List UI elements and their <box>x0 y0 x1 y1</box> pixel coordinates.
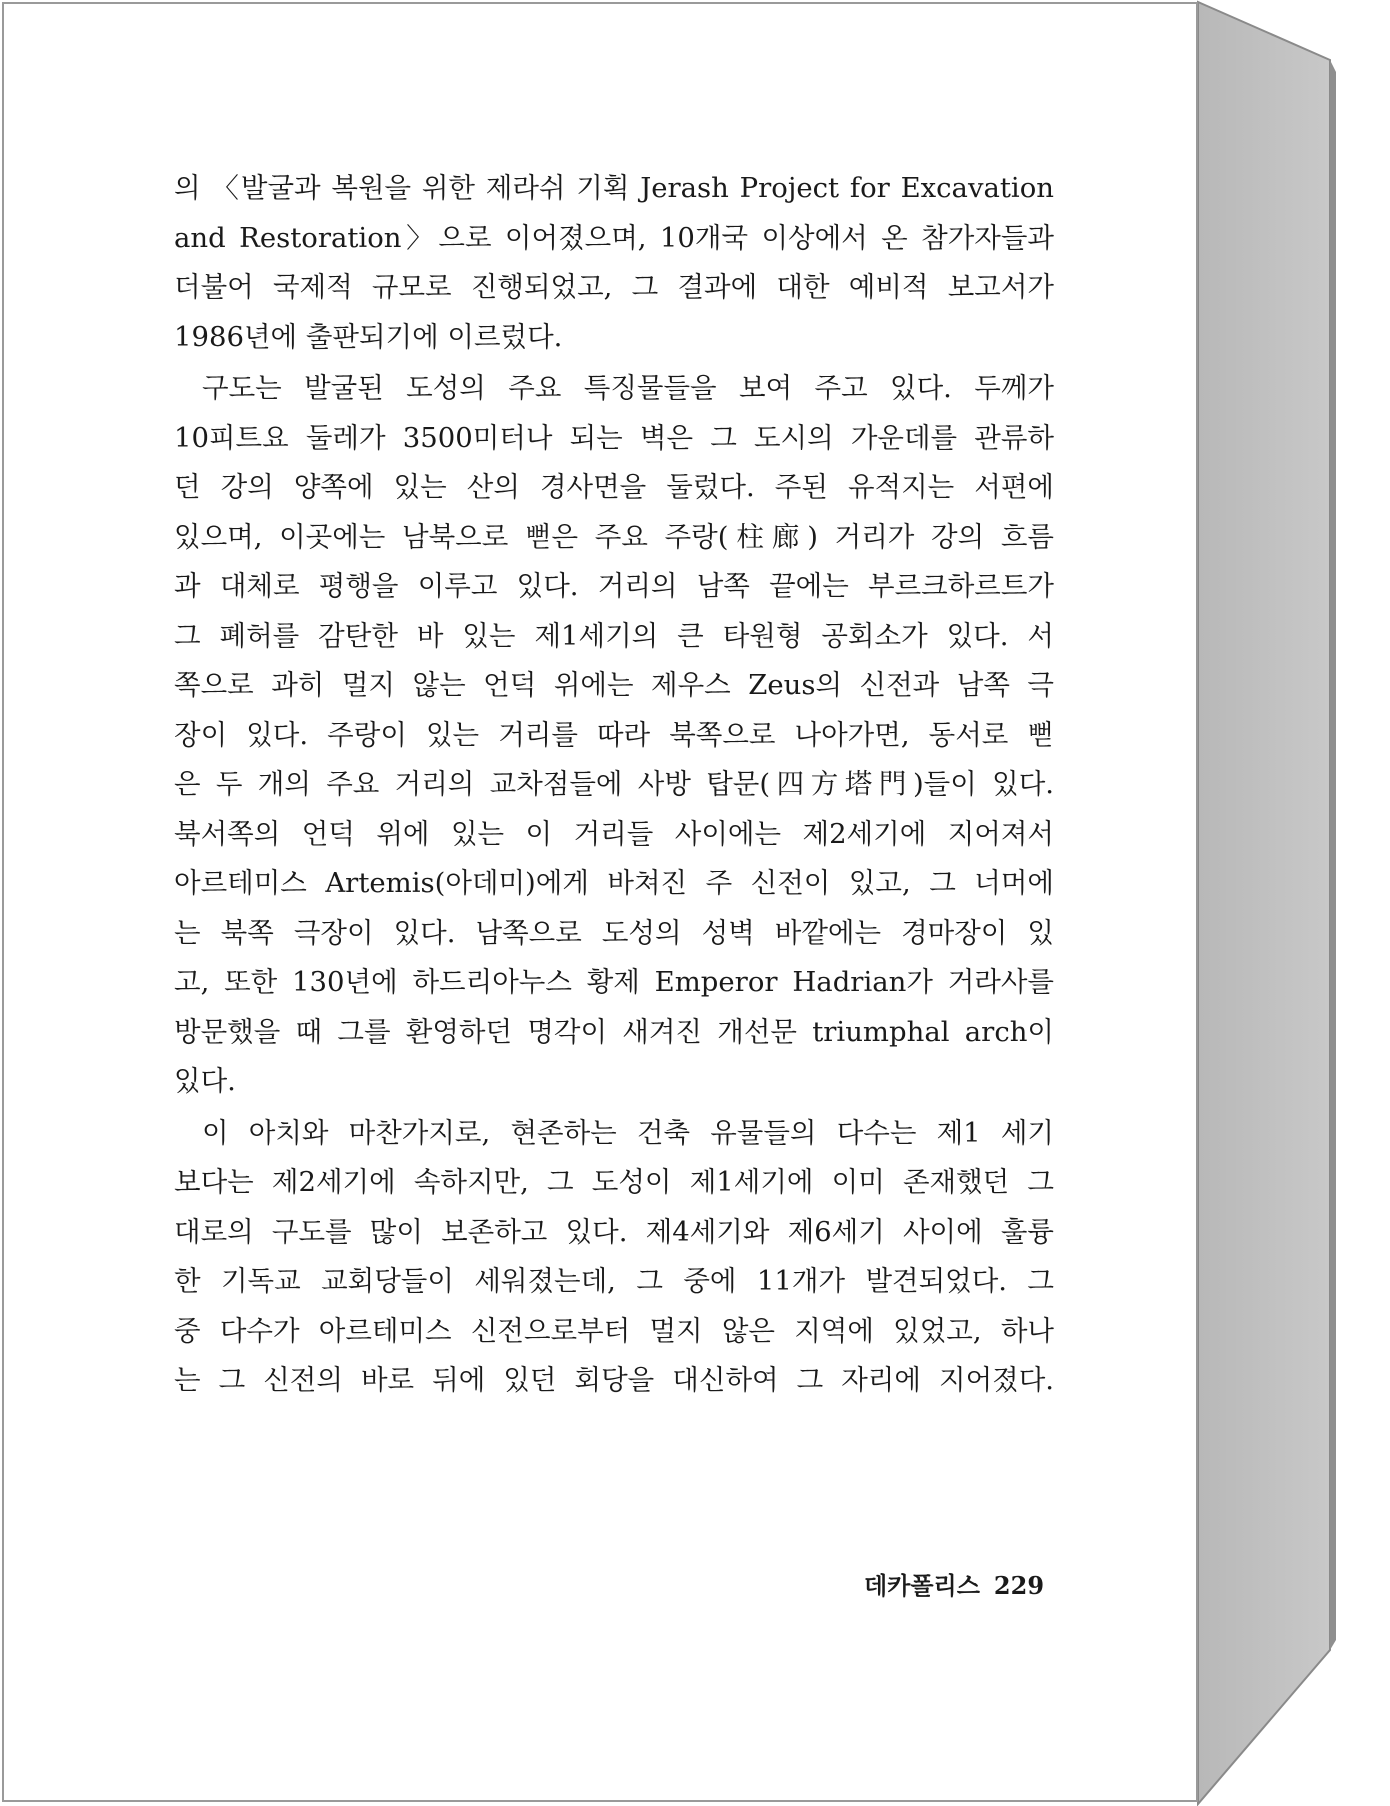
text-line: 보다는 제2세기에 속하지만, 그 도성이 제1세기에 이미 존재했던 그 <box>174 1166 1054 1198</box>
text-line: 있다. <box>174 1065 236 1097</box>
text-line: 쪽으로 과히 멀지 않는 언덕 위에는 제우스 Zeus의 신전과 남쪽 극 <box>174 669 1054 701</box>
paragraph-2 <box>174 364 1054 1107</box>
text-line: 이 아치와 마찬가지로, 현존하는 건축 유물들의 다수는 제1 세기 <box>202 1116 1054 1149</box>
text-line: 은 두 개의 주요 거리의 교차점들에 사방 탑문(四方塔門)들이 있다. <box>174 768 1054 800</box>
text-line: 방문했을 때 그를 환영하던 명각이 새겨진 개선문 triumphal arch이 <box>174 1015 1054 1048</box>
text-line: 1986년에 출판되기에 이르렀다. <box>174 320 563 353</box>
page-footer <box>864 1566 1044 1601</box>
text-line: 고, 또한 130년에 하드리아누스 황제 Emperor Hadrian가 거라사를 <box>174 966 1054 998</box>
text-line: 장이 있다. 주랑이 있는 거리를 따라 북쪽으로 나아가면, 동서로 뻗 <box>174 718 1054 751</box>
text-line: 있으며, 이곳에는 남북으로 뻗은 주요 주랑(柱廊) 거리가 강의 흐름 <box>174 520 1054 553</box>
text-line: 과 대체로 평행을 이루고 있다. 거리의 남쪽 끝에는 부르크하르트가 <box>174 570 1054 602</box>
text-line: 구도는 발굴된 도성의 주요 특징물들을 보여 주고 있다. 두께가 <box>202 372 1054 404</box>
text-line: and Restoration〉으로 이어졌으며, 10개국 이상에서 온 참가자들과 <box>174 221 1054 254</box>
text-line: 는 그 신전의 바로 뒤에 있던 회당을 대신하여 그 자리에 지어졌다. <box>174 1364 1054 1396</box>
text-line: 북서쪽의 언덕 위에 있는 이 거리들 사이에는 제2세기에 지어져서 <box>174 817 1054 850</box>
page-block-side <box>1198 2 1330 1804</box>
text-line: 는 북쪽 극장이 있다. 남쪽으로 도성의 성벽 바깥에는 경마장이 있 <box>174 916 1054 949</box>
text-line: 의 〈발굴과 복원을 위한 제라쉬 기획 Jerash Project for Excavation <box>174 172 1054 204</box>
page-block-shadow <box>1330 60 1336 1650</box>
text-line: 대로의 구도를 많이 보존하고 있다. 제4세기와 제6세기 사이에 훌륭 <box>174 1215 1054 1248</box>
book-page <box>2 2 1198 1802</box>
text-line: 10피트요 둘레가 3500미터나 되는 벽은 그 도시의 가운데를 관류하 <box>174 421 1054 454</box>
body-text <box>174 164 1054 1406</box>
paragraph-3 <box>174 1109 1054 1406</box>
page-number: 229 <box>993 1571 1045 1600</box>
text-line: 아르테미스 Artemis(아데미)에게 바쳐진 주 신전이 있고, 그 너머에 <box>174 867 1054 899</box>
text-line: 한 기독교 교회당들이 세워졌는데, 그 중에 11개가 발견되었다. 그 <box>174 1265 1054 1297</box>
text-line: 던 강의 양쪽에 있는 산의 경사면을 둘렀다. 주된 유적지는 서편에 <box>174 471 1054 503</box>
paragraph-1 <box>174 164 1054 362</box>
running-footer: 데카폴리스 <box>864 1572 980 1600</box>
text-line: 더불어 국제적 규모로 진행되었고, 그 결과에 대한 예비적 보고서가 <box>174 271 1054 303</box>
text-line: 그 폐허를 감탄한 바 있는 제1세기의 큰 타원형 공회소가 있다. 서 <box>174 619 1054 652</box>
text-line: 중 다수가 아르테미스 신전으로부터 멀지 않은 지역에 있었고, 하나 <box>174 1314 1054 1347</box>
